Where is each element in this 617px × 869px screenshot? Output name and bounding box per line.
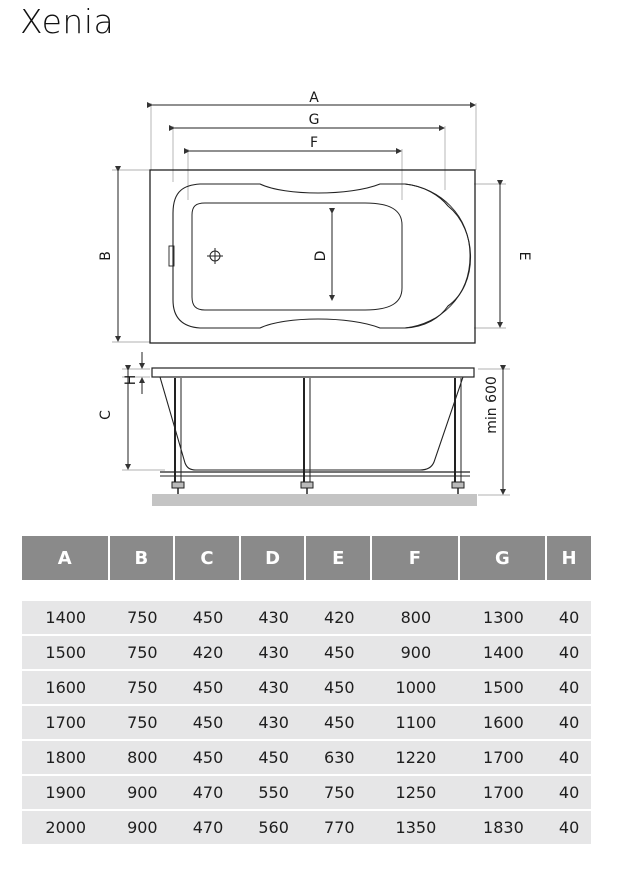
cell-f: 1000 [372, 671, 460, 706]
cell-b: 750 [110, 671, 176, 706]
cell-c: 450 [175, 671, 241, 706]
header-f: F [372, 536, 460, 580]
cell-b: 900 [110, 811, 176, 846]
cell-h: 40 [547, 741, 591, 776]
cell-f: 1100 [372, 706, 460, 741]
cell-a: 2000 [22, 811, 110, 846]
cell-f: 1350 [372, 811, 460, 846]
floor [152, 494, 477, 506]
table-row [22, 776, 591, 811]
cell-h: 40 [547, 706, 591, 741]
dim-label-a: A [309, 90, 319, 106]
dim-label-b: B [98, 251, 114, 261]
cell-d: 430 [241, 671, 307, 706]
cell-f: 900 [372, 636, 460, 671]
cell-h: 40 [547, 671, 591, 706]
table-row [22, 811, 591, 846]
cell-e: 630 [306, 741, 372, 776]
cell-e: 750 [306, 776, 372, 811]
cell-a: 1400 [22, 601, 110, 636]
cell-d: 430 [241, 706, 307, 741]
cell-f: 1250 [372, 776, 460, 811]
table-row [22, 636, 591, 671]
cell-c: 470 [175, 776, 241, 811]
table-header-row [22, 536, 591, 580]
cell-d: 550 [241, 776, 307, 811]
cell-b: 750 [110, 601, 176, 636]
dim-label-f: F [309, 135, 319, 151]
header-a: A [22, 536, 110, 580]
table-row [22, 601, 591, 636]
cell-d: 560 [241, 811, 307, 846]
table-row [22, 671, 591, 706]
dim-label-min-600: min 600 [484, 376, 500, 434]
dim-label-h: H [123, 374, 139, 386]
cell-e: 450 [306, 636, 372, 671]
header-e: E [306, 536, 372, 580]
page-title: Xenia [20, 2, 115, 41]
cell-g: 1600 [460, 706, 548, 741]
dim-label-e: E [516, 251, 532, 261]
header-b: B [110, 536, 176, 580]
cell-h: 40 [547, 636, 591, 671]
dim-label-d: D [313, 250, 329, 262]
cell-b: 800 [110, 741, 176, 776]
cell-g: 1700 [460, 741, 548, 776]
cell-b: 900 [110, 776, 176, 811]
cell-e: 450 [306, 706, 372, 741]
cell-h: 40 [547, 776, 591, 811]
cell-b: 750 [110, 636, 176, 671]
table-row [22, 741, 591, 776]
header-h: H [547, 536, 591, 580]
cell-d: 430 [241, 601, 307, 636]
cell-c: 450 [175, 601, 241, 636]
cell-b: 750 [110, 706, 176, 741]
cell-a: 1900 [22, 776, 110, 811]
header-d: D [241, 536, 307, 580]
cell-a: 1600 [22, 671, 110, 706]
dim-label-c: C [98, 410, 114, 420]
cell-f: 800 [372, 601, 460, 636]
cell-c: 470 [175, 811, 241, 846]
cell-g: 1830 [460, 811, 548, 846]
cell-a: 1700 [22, 706, 110, 741]
header-g: G [460, 536, 548, 580]
cell-h: 40 [547, 811, 591, 846]
dim-label-g: G [308, 112, 320, 128]
side-view [122, 352, 510, 495]
cell-e: 770 [306, 811, 372, 846]
cell-e: 450 [306, 671, 372, 706]
dimensions-table [22, 536, 591, 846]
cell-g: 1400 [460, 636, 548, 671]
cell-a: 1800 [22, 741, 110, 776]
cell-g: 1700 [460, 776, 548, 811]
cell-g: 1500 [460, 671, 548, 706]
header-c: C [175, 536, 241, 580]
cell-c: 450 [175, 706, 241, 741]
cell-h: 40 [547, 601, 591, 636]
cell-c: 420 [175, 636, 241, 671]
cell-e: 420 [306, 601, 372, 636]
cell-d: 450 [241, 741, 307, 776]
cell-c: 450 [175, 741, 241, 776]
cell-a: 1500 [22, 636, 110, 671]
cell-g: 1300 [460, 601, 548, 636]
cell-f: 1220 [372, 741, 460, 776]
table-row [22, 706, 591, 741]
cell-d: 430 [241, 636, 307, 671]
